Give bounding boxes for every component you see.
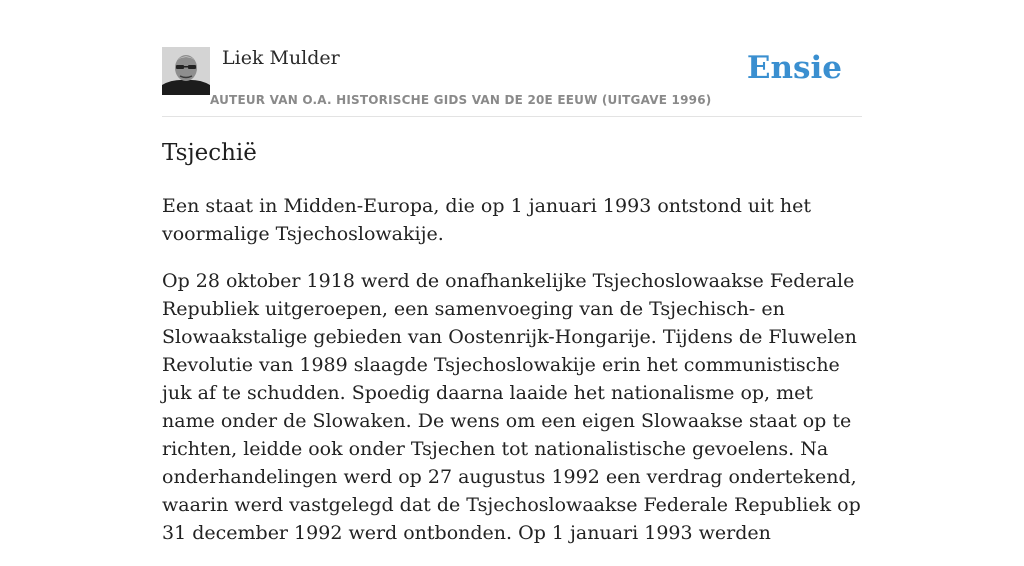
article-title: Tsjechië <box>162 140 257 166</box>
article-body <box>162 192 864 566</box>
ensie-logo-link[interactable]: Ensie <box>746 50 842 86</box>
article-paragraph: Op 28 oktober 1918 werd de onafhankelijke Tsjechoslowaakse Federale Republiek uitgeroepen, een samenvoeging van de Tsjechisch- en Slowaakstalige gebieden van Oostenrijk-Hongarije. Tijdens de Fluwelen Revolutie van 1989 slaagde Tsjechoslowakije erin het communistische juk af te schudden. Spoedig daarna laaide het nationalisme op, met name onder de Slowaken. De wens om een eigen Slowaakse staat op te richten, leidde ook onder Tsjechen tot nationalistische gevoelens. Na onderhandelingen werd op 27 augustus 1992 een verdrag ondertekend, waarin werd vastgelegd dat de Tsjechoslowaakse Federale Republiek op 31 december 1992 werd ontbonden. Op 1 januari 1993 werden <box>162 270 861 544</box>
author-bio: AUTEUR VAN O.A. HISTORISCHE GIDS VAN DE 20E EEUW (UITGAVE 1996) <box>210 93 712 107</box>
author-name[interactable]: Liek Mulder <box>222 47 340 69</box>
author-header <box>162 46 862 117</box>
author-portrait-icon <box>162 47 210 95</box>
author-avatar[interactable] <box>162 47 210 95</box>
article-paragraph: Een staat in Midden-Europa, die op 1 januari 1993 ontstond uit het voormalige Tsjechoslowakije. <box>162 195 811 245</box>
